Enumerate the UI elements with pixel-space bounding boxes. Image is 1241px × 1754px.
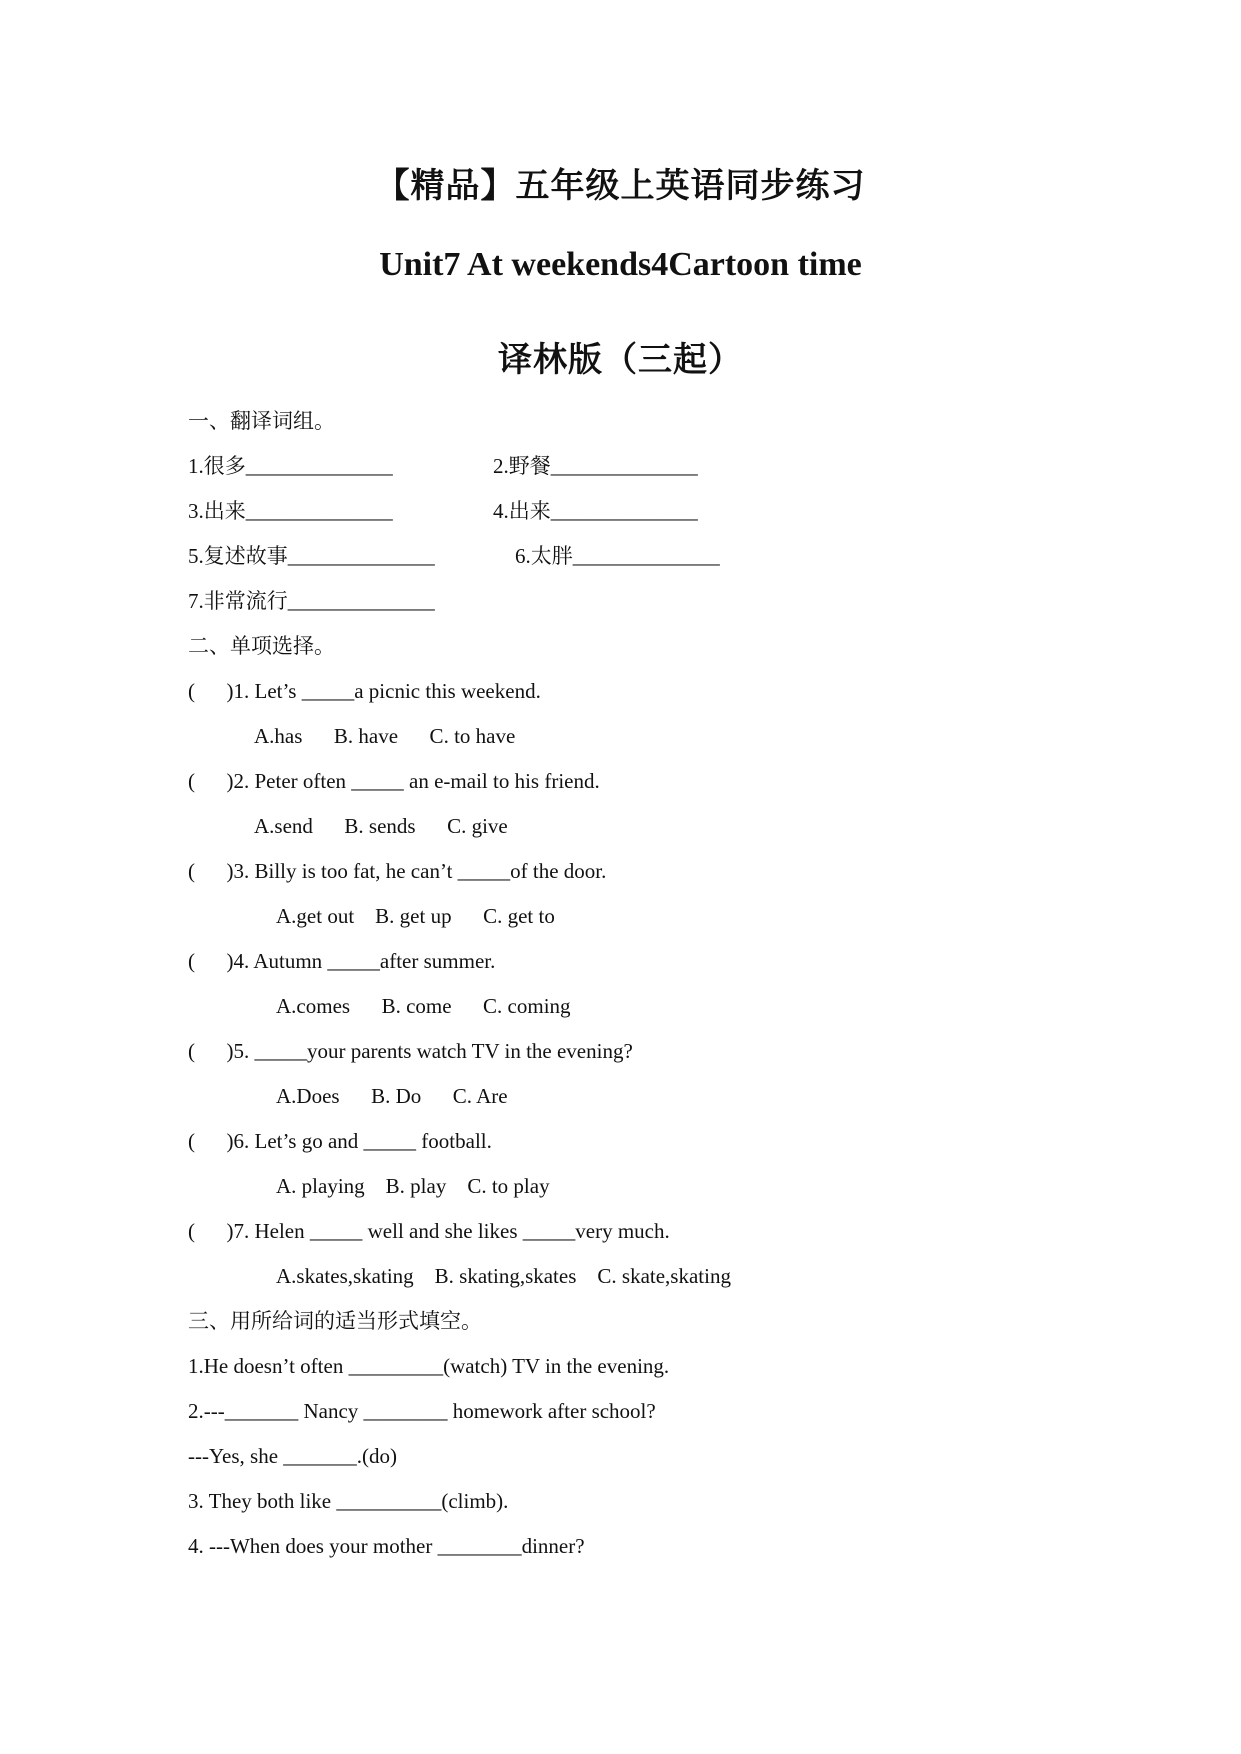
edition-label: 译林版（三起） [498, 342, 743, 379]
fill-blank-item: 2.---_______ Nancy ________ homework after school? [188, 1399, 656, 1423]
question-stem: ( )7. Helen _____ well and she likes _____very much. [188, 1219, 670, 1243]
question-options: A.send B. sends C. give [254, 814, 508, 838]
vocab-item: 7.非常流行______________ [188, 589, 435, 613]
vocab-item: 5.复述故事______________ [188, 544, 435, 568]
question-stem: ( )1. Let’s _____a picnic this weekend. [188, 679, 541, 703]
worksheet-title: 【精品】五年级上英语同步练习 [375, 168, 866, 205]
question-stem: ( )4. Autumn _____after summer. [188, 949, 496, 973]
question-options: A. playing B. play C. to play [276, 1174, 550, 1198]
question-options: A.get out B. get up C. get to [276, 904, 555, 928]
vocab-item: 4.出来______________ [493, 499, 698, 523]
question-stem: ( )5. _____your parents watch TV in the evening? [188, 1039, 633, 1063]
fill-blank-item: 1.He doesn’t often _________(watch) TV in the evening. [188, 1354, 670, 1378]
question-options: A.comes B. come C. coming [276, 994, 571, 1018]
vocab-item: 2.野餐______________ [493, 454, 698, 478]
fill-blank-item: ---Yes, she _______.(do) [188, 1444, 398, 1468]
section1-heading: 一、翻译词组。 [188, 409, 335, 433]
vocab-item: 6.太胖______________ [515, 544, 720, 568]
fill-blank-item: 4. ---When does your mother ________dinner? [188, 1534, 585, 1558]
section3-heading: 三、用所给词的适当形式填空。 [188, 1309, 482, 1333]
question-options: A.has B. have C. to have [254, 724, 516, 748]
fill-blank-item: 3. They both like __________(climb). [188, 1489, 509, 1513]
section2-heading: 二、单项选择。 [188, 634, 335, 658]
vocab-item: 3.出来______________ [188, 499, 393, 523]
question-options: A.skates,skating B. skating,skates C. skate,skating [276, 1264, 731, 1288]
question-options: A.Does B. Do C. Are [276, 1084, 508, 1108]
vocab-item: 1.很多______________ [188, 454, 393, 478]
question-stem: ( )3. Billy is too fat, he can’t _____of the door. [188, 859, 607, 883]
question-stem: ( )2. Peter often _____ an e-mail to his friend. [188, 769, 600, 793]
question-stem: ( )6. Let’s go and _____ football. [188, 1129, 492, 1153]
unit-subtitle: Unit7 At weekends4Cartoon time [379, 246, 862, 283]
